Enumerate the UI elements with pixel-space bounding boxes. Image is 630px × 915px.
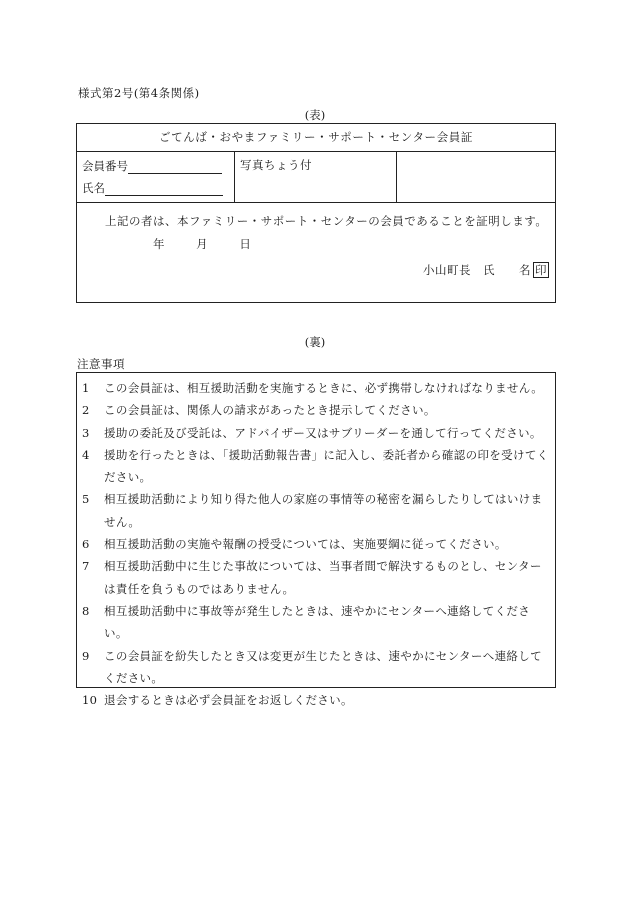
note-item xyxy=(77,377,555,399)
seal-mark: 印 xyxy=(535,263,547,277)
date-month: 月 xyxy=(196,237,208,251)
note-number: 6 xyxy=(82,537,90,552)
note-text: 援助の委託及び受託は、アドバイザー又はサブリーダーを通して行ってください。 xyxy=(104,425,542,440)
note-item xyxy=(77,555,555,600)
certification-text: 上記の者は、本ファミリー・サポート・センターの会員であることを証明します。 xyxy=(105,214,548,228)
note-text: 相互援助活動の実施や報酬の授受については、実施要綱に従ってください。 xyxy=(104,537,507,552)
note-number: 2 xyxy=(82,403,90,418)
form-reference: 様式第2号(第4条関係) xyxy=(78,86,200,100)
note-number: 8 xyxy=(82,603,90,618)
photo-cell xyxy=(235,152,397,202)
note-text: 相互援助活動により知り得た他人の家庭の事情等の秘密を漏らしたりしてはいけません。 xyxy=(104,492,543,529)
note-item xyxy=(77,422,555,444)
back-side-label: (裏) xyxy=(304,335,326,349)
note-item xyxy=(77,689,555,711)
note-item xyxy=(77,488,555,533)
note-text: 援助を行ったときは、「援助活動報告書」に記入し、委託者から確認の印を受けてください。 xyxy=(104,447,549,485)
member-number-label: 会員番号 xyxy=(82,159,128,173)
date-year: 年 xyxy=(153,237,165,251)
note-item xyxy=(77,533,555,555)
note-number: 10 xyxy=(82,693,98,708)
note-text: 相互援助活動中に生じた事故については、当事者間で解決するものとし、センターは責任を負うものではありません。 xyxy=(104,559,542,596)
notes-heading: 注意事項 xyxy=(77,357,125,371)
front-side-label: (表) xyxy=(304,108,326,122)
photo-label: 写真ちょう付 xyxy=(240,158,312,172)
note-number: 1 xyxy=(82,381,90,395)
name-line xyxy=(105,183,223,196)
note-number: 7 xyxy=(82,559,90,574)
name-field xyxy=(82,180,223,196)
member-number-field xyxy=(82,158,222,174)
note-item xyxy=(77,399,555,421)
membership-card-front xyxy=(76,123,556,303)
note-number: 4 xyxy=(82,447,90,462)
mayor-signature xyxy=(423,262,549,278)
note-item xyxy=(77,600,555,645)
note-text: この会員証は、関係人の請求があったとき提示してください。 xyxy=(104,403,436,418)
note-item xyxy=(77,645,555,690)
member-info-cell xyxy=(77,152,235,202)
date-day: 日 xyxy=(239,237,251,251)
member-number-line xyxy=(128,161,222,174)
note-item xyxy=(77,444,555,489)
mayor-title: 小山町長 氏 名 xyxy=(423,263,531,277)
notes-box xyxy=(76,372,556,708)
note-number: 9 xyxy=(82,648,90,663)
name-label: 氏名 xyxy=(82,181,105,195)
note-text: 退会するときは必ず会員証をお返しください。 xyxy=(104,693,353,708)
note-text: この会員証は、相互援助活動を実施するときに、必ず携帯しなければなりません。 xyxy=(104,381,544,395)
card-info-row xyxy=(77,152,555,203)
issue-date xyxy=(153,236,251,252)
note-text: この会員証を紛失したとき又は変更が生じたときは、速やかにセンターへ連絡してください。 xyxy=(104,648,542,685)
note-text: 相互援助活動中に事故等が発生したときは、速やかにセンターへ連絡してください。 xyxy=(104,603,531,641)
note-number: 5 xyxy=(82,492,90,507)
card-title: ごてんば・おやまファミリー・サポート・センター会員証 xyxy=(77,124,555,152)
note-number: 3 xyxy=(82,425,90,440)
